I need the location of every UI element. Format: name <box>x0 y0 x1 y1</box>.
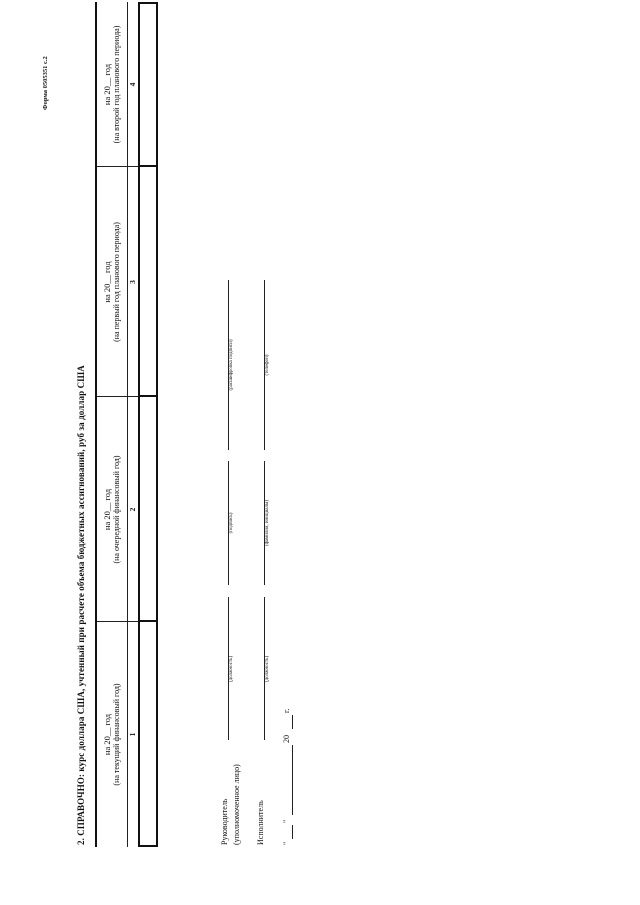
head-label-sub: (уполномоченное лицо) <box>232 764 241 845</box>
date-quote-close: " <box>282 819 291 823</box>
head-label: Руководитель <box>220 798 229 845</box>
column-number-4: 4 <box>128 82 137 87</box>
head-position-caption: (должность) <box>229 655 234 683</box>
column-header-1-period: (на текущий финансовый год) <box>112 683 121 786</box>
executor-phone-caption: (телефон) <box>265 354 270 376</box>
column-header-4-period: (на второй год планового периода) <box>112 25 121 144</box>
table-header-row <box>97 2 127 847</box>
head-signature-caption: (подпись) <box>229 512 234 534</box>
date-quote-open: " <box>282 841 291 845</box>
executor-label: Исполнитель <box>256 800 265 845</box>
executor-name-caption: (фамилия, инициалы) <box>265 499 270 547</box>
column-header-4 <box>97 2 127 167</box>
executor-position-caption: (должность) <box>265 655 270 683</box>
data-cell-divider <box>140 396 156 398</box>
column-header-1 <box>97 622 127 847</box>
date-year-line[interactable] <box>292 715 293 729</box>
date-year-prefix: 20 <box>282 735 291 743</box>
head-decoding-caption: (расшифровка подписи) <box>229 339 234 391</box>
section-heading: 2. СПРАВОЧНО: курс доллара США, учтенный при расчете объема бюджетных ассигнований, руб за доллар США <box>76 365 86 845</box>
date-day-line[interactable] <box>292 825 293 839</box>
column-number-2: 2 <box>128 507 137 512</box>
column-header-2-period: (на очередной финансовый год) <box>112 455 121 564</box>
column-header-4-year: на 20__ год <box>102 63 112 106</box>
data-cell-divider <box>140 621 156 623</box>
column-header-3 <box>97 167 127 397</box>
column-number-3: 3 <box>128 280 137 284</box>
column-number-row <box>128 2 137 847</box>
data-row <box>138 2 158 847</box>
date-year-suffix: г. <box>282 708 291 713</box>
column-header-3-period: (на первый год планового периода) <box>112 222 121 342</box>
column-header-2-year: на 20__ год <box>102 488 112 531</box>
column-number-1: 1 <box>128 732 137 737</box>
column-header-1-year: на 20__ год <box>102 713 112 756</box>
form-code: Форма 0505351 с.2 <box>42 56 49 110</box>
data-cell-divider <box>140 166 156 168</box>
column-header-2 <box>97 397 127 622</box>
column-header-3-year: на 20__ год <box>102 261 112 303</box>
date-month-line[interactable] <box>292 745 293 815</box>
